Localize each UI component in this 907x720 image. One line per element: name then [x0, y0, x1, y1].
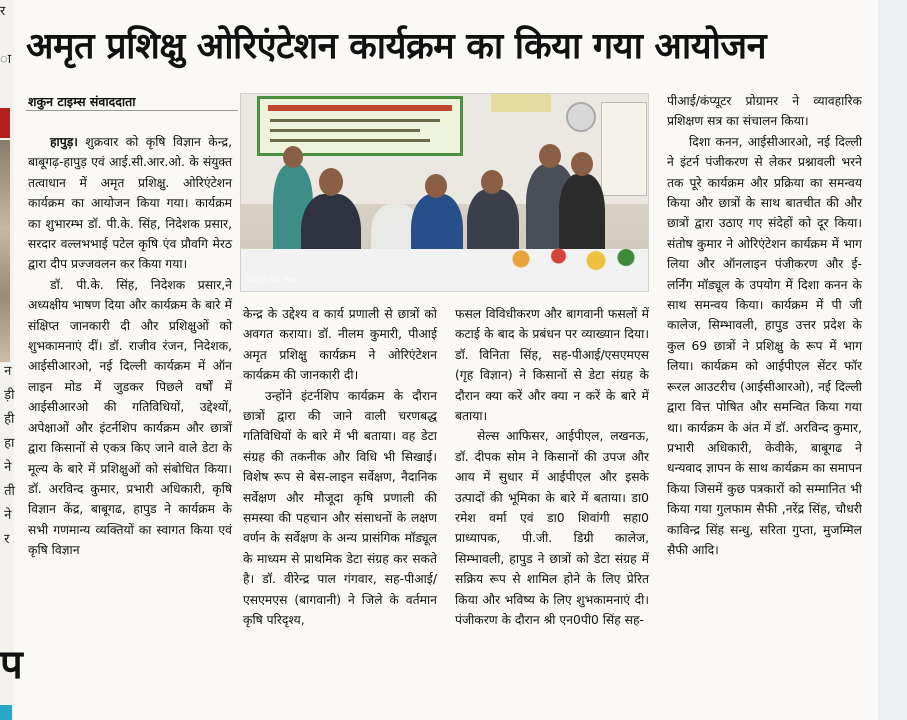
photo-person-head	[283, 146, 303, 168]
right-margin-strip	[878, 0, 907, 720]
headline: अमृत प्रशिक्षु ओरिएंटेशन कार्यक्रम का किया गया आयोजन	[26, 26, 767, 67]
photo-watermark: OPPO F21 Pro	[247, 276, 295, 284]
article-column-3	[455, 304, 649, 631]
column-3-paragraph-2: सेल्स आफिसर, आईपीएल, लखनऊ, डॉ. दीपक सोम ने किसानों की उपज और आय में सुधार में आईपीएल और इसके उत्पादों की भूमिका के बारे में बताया। डा0 रमेश वर्मा एवं डा0 शिवांगी सहा0 प्राध्यापक, पी.जी. डिग्री कालेज, सिम्भावली, हापुड ने छात्रों को डेटा संग्रह में सक्रिय रूप से शामिल होने के लिए प्रेरित किया और भविष्य के लिए शुभकामनाएं दी। पंजीकरण के दौरान श्री एन0पी0 सिंह सह-	[455, 429, 649, 628]
column-4-paragraph-2: दिशा कनन, आईसीआरओ, नई दिल्ली ने इंटर्न पंजीकरण से लेकर प्रश्नावली भरने तक पूरे कार्यक्रम और प्रक्रिया का समन्वय किया और छात्रों के साथ बातचीत की और छात्रों द्वारा उठाए गए संदेहों को दूर किया। संतोष कुमार ने ओरिएंटेशन कार्यक्रम में भाग लिया और ऑनलाइन पंजीकरण और ई-लर्निंग मॉड्यूल के उपयोग में दिशा कनन के साथ समन्वय किया। कार्यक्रम में पी जी कालेज, सिम्भावली, हापुड उत्तर प्रदेश के कुल 69 छात्रों ने प्रशिक्षु के रूप में भाग लिया। कार्यक्रम को आईपीएल सेंटर फॉर रूरल आउटरीच (आईसीआरओ), नई दिल्ली द्वारा वित्त पोषित और समन्वित किया गया था। कार्यक्रम के अंत में डॉ. अरविन्द कुमार, प्रभारी अधिकारी, केवीके, बाबूगढ ने धन्यवाद ज्ञापन के साथ कार्यक्रम का समापन किया जिसमें कुछ पत्रकारों को सम्मानित भी किया गया गुलफाम सैफी ,नरेंद्र सिंह, चौधरी काविन्द्र सिंह सन्धु, सरिता गुप्ता, मुजम्मिल सैफी आदि।	[667, 134, 862, 557]
column-1-paragraph-1: शुक्रवार को कृषि विज्ञान केन्द्र, बाबूगढ़-हापुड़ एवं आई.सी.आर.ओ. के संयुक्त तत्वाधान में अमृत प्रशिक्षु. ओरिएंटेशन कार्यक्रम का आयोजन किया गया। कार्यक्रम का शुभारम्भ डॉ. पी.के. सिंह, निदेशक प्रसार, सरदार वल्लभभाई पटेल कृषि एंव प्रौवगि मेरठ द्वारा दीप प्रज्जवलन कर किया गया।	[28, 135, 232, 272]
left-edge-text-fragments: र ा न ड़ी ही हा ने ती ने र	[0, 4, 15, 547]
byline: शकुन टाइम्स संवाददाता	[28, 94, 136, 109]
byline-rule	[26, 110, 238, 111]
photo-banner-title-strip	[268, 105, 452, 111]
photo-person-head	[425, 174, 447, 198]
photo-person-head	[481, 170, 503, 194]
column-3-paragraph-1: फसल विविधीकरण और बागवानी फसलों में कटाई के बाद के प्रबंधन पर व्याख्यान दिया। डॉ. विनिता सिंह, सह-पीआई/एसएमएस (गृह विज्ञान) ने किसानों से डेटा संग्रह के दौरान क्या करें और क्या न करें के बारे में बताया।	[455, 307, 649, 424]
article-column-4	[667, 91, 862, 560]
article-column-1	[28, 132, 232, 561]
photo-person-head	[319, 168, 343, 196]
photo-wall-fan	[566, 102, 596, 132]
event-photo	[240, 93, 649, 292]
article-column-2	[243, 304, 437, 631]
photo-wall-board	[491, 94, 551, 112]
column-2-paragraph-1: केन्द्र के उद्देश्य व कार्य प्रणाली से छात्रों को अवगत कराया। डॉ. नीलम कुमारी, पीआई अमृत प्रशिक्षु कार्यक्रम ने ओरिएंटेशन कार्यक्रम की जानकारी दी।	[243, 307, 437, 383]
dateline: हापुड़।	[50, 135, 78, 149]
column-4-paragraph-1: पीआई/कंप्यूटर प्रोग्रामर ने व्यावहारिक प्रशिक्षण सत्र का संचालन किया।	[667, 94, 862, 129]
photo-person-head	[571, 152, 593, 176]
left-edge-big-letter: प	[0, 642, 23, 688]
left-edge-photo-fragment	[0, 140, 10, 362]
photo-person-head	[539, 144, 561, 168]
left-edge-cyan-block	[0, 705, 12, 720]
left-edge-clipping	[0, 0, 23, 720]
photo-banner-line	[270, 119, 440, 122]
photo-wall-chart	[601, 102, 647, 196]
photo-banner-line	[270, 139, 430, 142]
photo-banner-line	[270, 129, 420, 132]
photo-flowers	[491, 244, 641, 274]
column-2-paragraph-2: उन्होंने इंटर्नशिप कार्यक्रम के दौरान छात्रों द्वारा की जाने वाली चरणबद्ध गतिविधियों के बारे में भी बताया। वह डेटा संग्रह की तकनीक और विधि भी सिखाई। विशेष रूप से बेस-लाइन सर्वेक्षण, नैदानिक सर्वेक्षण और मौजूदा कृषि प्रणाली की समस्या की पहचान और संसाधनों के लक्षण वर्णन के सर्वेक्षण के अन्य प्रासंगिक मॉड्यूल के माध्यम से प्राथमिक डेटा संग्रह कर सकते है। डॉ. वीरेन्द्र पाल गंगवार, सह-पीआई/एसएमएस (बागवानी) ने जिले के वर्तमान कृषि परिदृश्य,	[243, 388, 437, 628]
left-edge-red-bar	[0, 108, 10, 138]
column-1-paragraph-2: डॉ. पी.के. सिंह, निदेशक प्रसार,ने अध्यक्षीय भाषण दिया और कार्यक्रम के बारे में संक्षिप्त जानकारी दी और प्रशिक्षुओं को शुभकामनाएं दीं। डॉ. राजीव रंजन, निदेशक, आईसीआरओ, नई दिल्ली कार्यक्रम में ऑन लाइन मोड में जुडकर पिछले वर्षों में आईसीआरओ की गतिविधियों, उद्देश्यों, अपेक्षाओं और इंटर्नशिप कार्यक्रम और छात्रों द्वारा किसानों से एकत्र किए जाने वाले डेटा के मूल्य के बारे में प्रशिक्षुओं को संबोधित किया। डॉ. अरविन्द कुमार, प्रभारी अधिकारी, कृषि विज्ञान केंद्र, बाबूगढ, हापुड ने कार्यक्रम के सभी गणमान्य व्यक्तियों का स्वागत किया एवं कृषि विज्ञान	[28, 277, 232, 558]
